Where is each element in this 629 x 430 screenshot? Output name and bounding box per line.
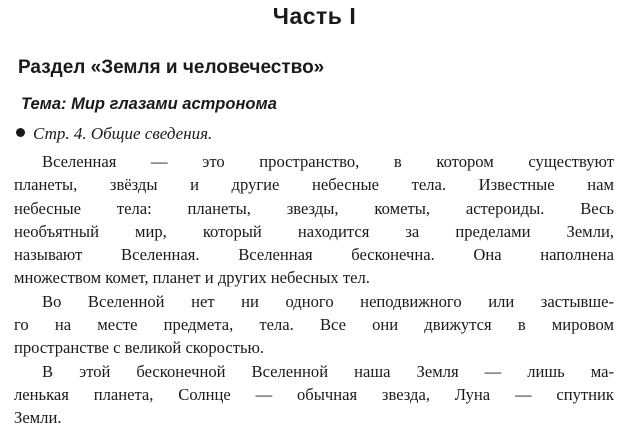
paragraph-line: планеты, звёзды и другие небесные тела. Известные нам [14, 175, 614, 195]
paragraph-line: называют Вселенная. Вселенная бесконечна. Она наполнена [14, 245, 614, 265]
bullet-icon [16, 128, 25, 137]
paragraph-line: множеством комет, планет и других небесных тел. [14, 268, 370, 288]
paragraph-line: Во Вселенной нет ни одного неподвижного или застывше- [42, 291, 614, 311]
part-title: Часть I [272, 3, 357, 29]
body-text [14, 150, 614, 430]
page-reference-text: Стр. 4. Общие сведения. [33, 124, 213, 143]
page-reference [16, 124, 212, 144]
paragraph-line: Земли. [14, 408, 62, 428]
paragraph-line: пространстве с великой скоростью. [14, 338, 265, 358]
section-title: Раздел «Земля и человечество» [18, 57, 325, 78]
paragraph-line: ленькая планета, Солнце — обычная звезда, Луна — спутник [14, 384, 614, 404]
topic-title: Тема: Мир глазами астронома [21, 95, 277, 113]
paragraph-line: го на месте предмета, тела. Все они движутся в мировом [14, 315, 614, 335]
paragraph-line: Вселенная — это пространство, в котором существуют [42, 152, 614, 171]
paragraph-line: В этой бесконечной Вселенной наша Земля — лишь ма- [42, 361, 614, 381]
paragraph-line: небесные тела: планеты, звезды, кометы, астероиды. Весь [14, 198, 614, 218]
paragraph-line: необъятный мир, который находится за пределами Земли, [14, 221, 614, 241]
